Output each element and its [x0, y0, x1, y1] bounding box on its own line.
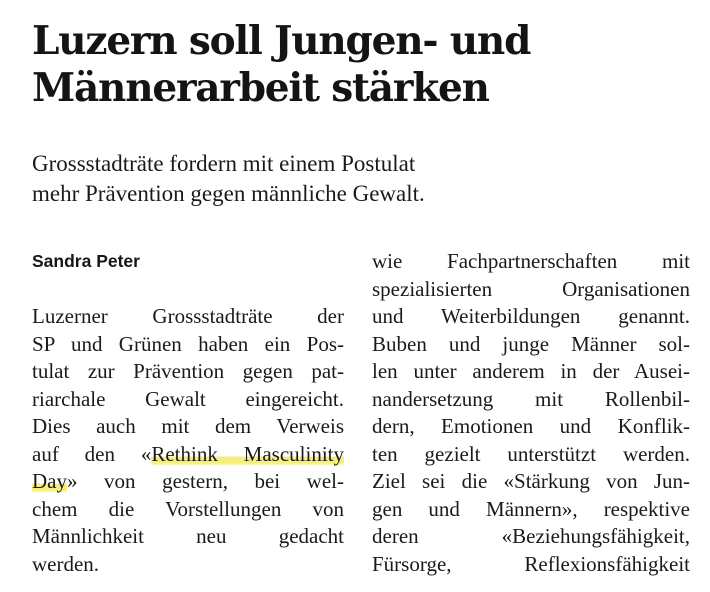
body-line-text: Day» von gestern, bei wel- — [32, 469, 344, 493]
body-line: wie Fachpartnerschaften mit — [372, 249, 690, 273]
body-line: dern, Emotionen und Konflik- — [372, 414, 690, 438]
subhead-line-1: Grossstadträte fordern mit einem Postulat — [32, 151, 416, 176]
body-line: tulat zur Prävention gegen pat- — [32, 359, 344, 383]
article-headline — [32, 18, 692, 112]
body-column-right — [372, 248, 690, 578]
body-line: werden. — [32, 551, 100, 576]
author-byline: Sandra Peter — [32, 251, 140, 271]
body-line: SP und Grünen haben ein Pos- — [32, 331, 344, 356]
headline-line-2: Männerarbeit stärken — [32, 65, 489, 111]
body-line: deren «Beziehungsfähigkeit, — [372, 524, 690, 548]
body-line: riarchale Gewalt eingereicht. — [32, 386, 344, 411]
body-line: chem die Vorstellungen von — [32, 496, 344, 521]
body-line: und Weiterbildungen genannt. — [372, 304, 690, 328]
body-line: Buben und junge Männer sol- — [372, 331, 690, 356]
body-line: len unter anderem in der Ausei- — [372, 359, 690, 383]
article-subhead — [32, 149, 692, 209]
body-line-text: auf den «Rethink Masculinity — [32, 441, 344, 466]
subhead-line-2: mehr Prävention gegen männliche Gewalt. — [32, 181, 425, 206]
body-line: Luzerner Grossstadträte der — [32, 304, 344, 328]
body-line-highlighted — [32, 441, 344, 469]
headline-line-1: Luzern soll Jungen- und — [32, 18, 531, 64]
body-line: gen und Männern», respektive — [372, 496, 690, 521]
body-line: Männlichkeit neu gedacht — [32, 524, 344, 548]
body-line: Fürsorge, Reflexionsfähigkeit — [372, 551, 690, 576]
highlighter-mark: Day — [32, 469, 67, 493]
body-column-left — [32, 303, 344, 578]
body-line-highlighted — [32, 468, 344, 496]
body-line: spezialisierten Organisationen — [372, 276, 690, 301]
highlighter-mark: Rethink Masculinity — [151, 441, 344, 466]
body-line: Dies auch mit dem Verweis — [32, 414, 344, 438]
body-line: nandersetzung mit Rollenbil- — [372, 386, 690, 411]
body-line: ten gezielt unterstützt werden. — [372, 441, 690, 466]
body-line: Ziel sei die «Stärkung von Jun- — [372, 469, 690, 493]
